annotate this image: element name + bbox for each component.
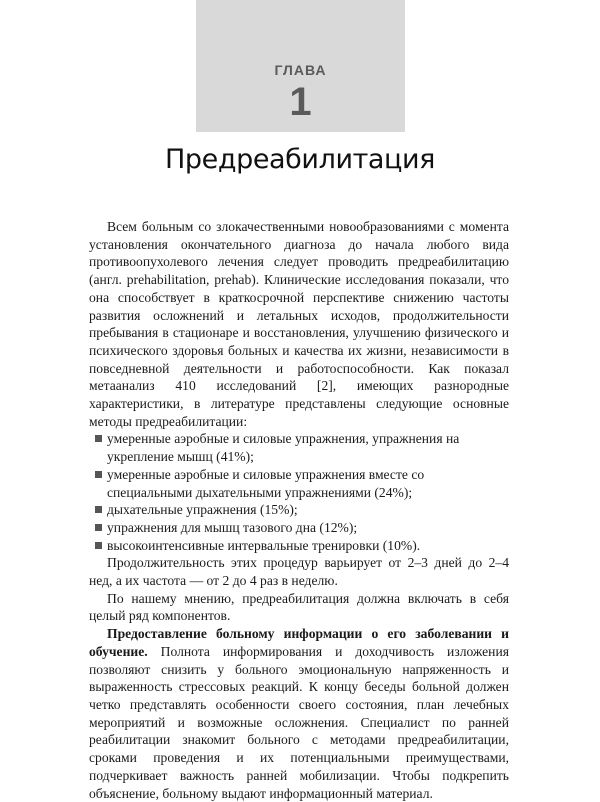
square-bullet-icon (95, 435, 102, 442)
list-item-text: дыхательные упражнения (15%); (107, 502, 298, 518)
chapter-title: Предреабилитация (164, 144, 436, 175)
duration-paragraph: Продолжительность этих процедур варьирует от 2–3 дней до 2–4 нед, а их частота — от 2 до 4 раз в неделю. (89, 555, 509, 589)
list-item-text: высокоинтенсивные интервальные тренировки (10%). (107, 537, 421, 553)
info-paragraph (89, 625, 509, 802)
methods-list (89, 430, 509, 554)
list-item (89, 430, 509, 465)
list-item (89, 519, 509, 537)
chapter-header-box (196, 0, 405, 132)
chapter-body (89, 218, 509, 802)
list-item (89, 537, 509, 555)
list-item-text: умеренные аэробные и силовые упражнения, упражнения на укрепление мышц (41%); (107, 431, 460, 465)
square-bullet-icon (95, 542, 102, 549)
chapter-number: 1 (289, 80, 312, 124)
square-bullet-icon (95, 506, 102, 513)
info-body: Полнота информирования и доходчивость изложения позволяют снизить у больного эмоциональную напряженность и выраженность стрессовых реакций. К концу беседы больной должен четко представлять особенности своего состояния, план лечебных мероприятий и возможные осложнения. Специалист по ранней реабилитации знакомит больного с методами предреабилитации, сроками проведения и их потенциальными преимуществами, подчеркивает важность ранней мобилизации. Чтобы подкрепить объяснение, больному выдают информационный материал. (89, 643, 509, 801)
opinion-paragraph: По нашему мнению, предреабилитация должна включать в себя целый ряд компонентов. (89, 590, 509, 624)
list-item-text: умеренные аэробные и силовые упражнения вместе со специальными дыхательными упражнениями (24%); (107, 466, 425, 500)
square-bullet-icon (95, 471, 102, 478)
intro-paragraph: Всем больным со злокачественными новообразованиями с момента установления окончательного диагноза до начала любого вида противоопухолевого лечения следует проводить предреабилитацию (англ. prehabilitation, prehab). Клинические исследования показали, что она способствует в краткосрочной перспективе снижению частоты развития осложнений и летальных исходов, продолжительности пребывания в стационаре и восстановления, улучшению физического и психического здоровья больных и качества их жизни, независимости в повседневной деятельности и работоспособности. Как показал метаанализ 410 исследований [2], имеющих разнородные характеристики, в литературе представлены следующие основные методы предреабилитации: (89, 219, 509, 429)
square-bullet-icon (95, 524, 102, 531)
list-item-text: упражнения для мышц тазового дна (12%); (107, 519, 358, 535)
list-item (89, 466, 509, 501)
info-heading: Предоставление больному информации о его заболевании и обучение. (89, 626, 509, 659)
list-item (89, 501, 509, 519)
chapter-label: ГЛАВА (274, 62, 327, 78)
